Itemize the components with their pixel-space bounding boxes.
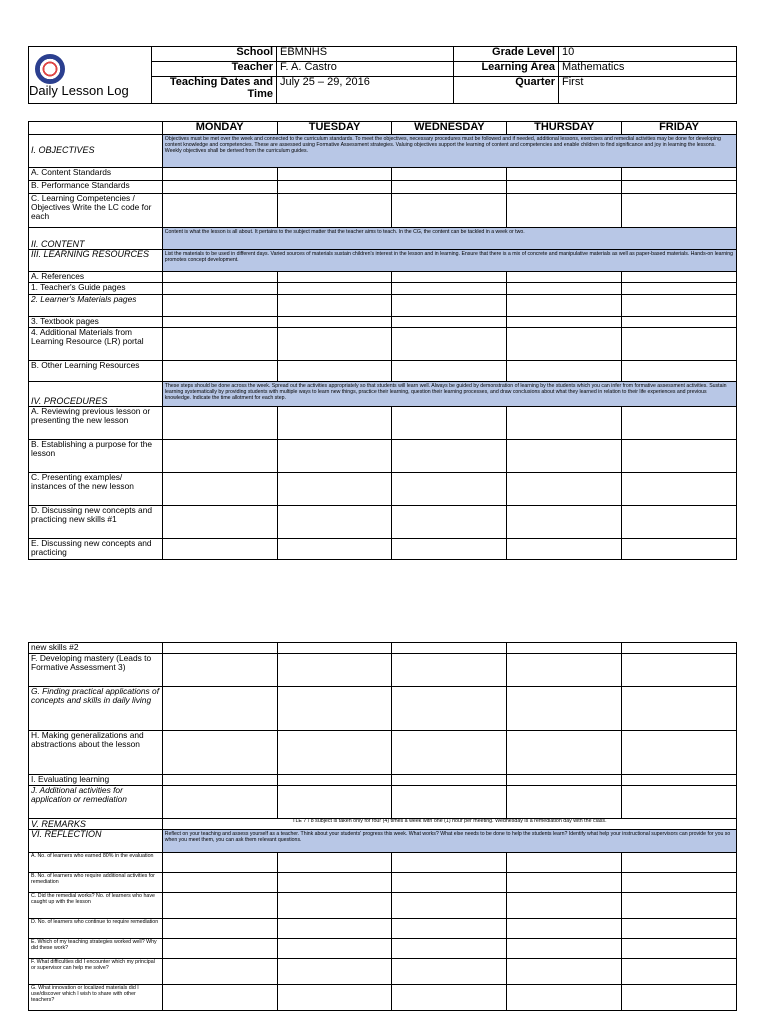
- deped-seal-icon: [35, 54, 65, 84]
- cell-thursday[interactable]: [507, 168, 622, 181]
- cell-thursday[interactable]: [507, 473, 622, 506]
- lesson-log-table-page-2: [28, 642, 737, 1011]
- cell-monday[interactable]: [162, 539, 277, 560]
- cell-thursday[interactable]: [507, 272, 622, 283]
- cell-monday[interactable]: [162, 985, 277, 1011]
- cell-friday[interactable]: [622, 361, 737, 382]
- objectives-note: Objectives must be met over the week and connected to the curriculum standards. To meet the objectives, necessary procedures must be followed and if needed, additional lessons, exercises and remedial activities may be done for developing content knowledge and competencies. These are assessed using Formative Assessment strategies. Valuing objectives support the learning of content and competencies and enable children to find significance and joy in learning the lessons. Weekly objectives shall be derived from the curriculum guides.: [162, 135, 736, 168]
- cell-monday[interactable]: [162, 959, 277, 985]
- cell-wednesday[interactable]: [392, 731, 507, 775]
- cell-friday[interactable]: [622, 654, 737, 687]
- cell-wednesday[interactable]: [392, 654, 507, 687]
- logo-cell: [29, 47, 152, 104]
- cell-monday[interactable]: [162, 168, 277, 181]
- cell-friday[interactable]: [622, 893, 737, 919]
- row-label: A. Reviewing previous lesson or presenting the new lesson: [29, 407, 163, 440]
- cell-wednesday[interactable]: [392, 361, 507, 382]
- section-content: II. CONTENT: [29, 228, 163, 250]
- cell-monday[interactable]: [162, 194, 277, 228]
- row-label: H. Making generalizations and abstractions about the lesson: [29, 731, 163, 775]
- cell-tuesday[interactable]: [277, 654, 392, 687]
- cell-monday[interactable]: [162, 654, 277, 687]
- cell-tuesday[interactable]: [277, 687, 392, 731]
- school-label: School: [152, 47, 277, 62]
- cell-tuesday[interactable]: [277, 786, 392, 819]
- cell-tuesday[interactable]: [277, 919, 392, 939]
- row-label: G. Finding practical applications of concepts and skills in daily living: [29, 687, 163, 731]
- cell-friday[interactable]: [622, 440, 737, 473]
- cell-friday[interactable]: [622, 643, 737, 654]
- cell-friday[interactable]: [622, 407, 737, 440]
- cell-monday[interactable]: [162, 939, 277, 959]
- teacher-label: Teacher: [152, 62, 277, 77]
- corner-cell: [29, 122, 163, 135]
- row-label: B. Establishing a purpose for the lesson: [29, 440, 163, 473]
- cell-friday[interactable]: [622, 919, 737, 939]
- row-label: C. Presenting examples/ instances of the new lesson: [29, 473, 163, 506]
- cell-friday[interactable]: [622, 295, 737, 317]
- row-label: E. Discussing new concepts and practicing: [29, 539, 163, 560]
- cell-wednesday[interactable]: [392, 295, 507, 317]
- cell-friday[interactable]: [622, 272, 737, 283]
- cell-wednesday[interactable]: [392, 181, 507, 194]
- cell-monday[interactable]: [162, 919, 277, 939]
- grade-level-value: 10: [559, 47, 737, 62]
- cell-thursday[interactable]: [507, 283, 622, 295]
- cell-tuesday[interactable]: [277, 181, 392, 194]
- quarter-value: First: [559, 77, 737, 104]
- cell-thursday[interactable]: [507, 317, 622, 328]
- cell-friday[interactable]: [622, 194, 737, 228]
- cell-wednesday[interactable]: [392, 873, 507, 893]
- dates-label: Teaching Dates and Time: [152, 77, 277, 104]
- cell-monday[interactable]: [162, 295, 277, 317]
- cell-tuesday[interactable]: [277, 295, 392, 317]
- cell-monday[interactable]: [162, 873, 277, 893]
- day-header-friday: FRIDAY: [622, 122, 737, 135]
- cell-monday[interactable]: [162, 853, 277, 873]
- day-header-thursday: THURSDAY: [507, 122, 622, 135]
- cell-monday[interactable]: [162, 506, 277, 539]
- cell-wednesday[interactable]: [392, 939, 507, 959]
- row-label: A. References: [29, 272, 163, 283]
- cell-thursday[interactable]: [507, 939, 622, 959]
- cell-friday[interactable]: [622, 473, 737, 506]
- section-procedures: IV. PROCEDURES: [29, 382, 163, 407]
- cell-friday[interactable]: [622, 687, 737, 731]
- cell-monday[interactable]: [162, 775, 277, 786]
- row-label: C. Learning Competencies / Objectives Write the LC code for each: [29, 194, 163, 228]
- row-label: J. Additional activities for application or remediation: [29, 786, 163, 819]
- cell-thursday[interactable]: [507, 786, 622, 819]
- row-label: A. No. of learners who earned 80% in the evaluation: [29, 853, 163, 873]
- cell-wednesday[interactable]: [392, 643, 507, 654]
- cell-thursday[interactable]: [507, 687, 622, 731]
- cell-thursday[interactable]: [507, 506, 622, 539]
- row-label: 1. Teacher's Guide pages: [29, 283, 163, 295]
- cell-wednesday[interactable]: [392, 194, 507, 228]
- cell-tuesday[interactable]: [277, 317, 392, 328]
- cell-wednesday[interactable]: [392, 328, 507, 361]
- resources-note: List the materials to be used in different days. Varied sources of materials sustain children's interest in the lesson and in learning. Ensure that there is a mix of concrete and manipulative materials as well as paper-based materials. Hands-on learning promotes concept development.: [162, 250, 736, 272]
- cell-thursday[interactable]: [507, 775, 622, 786]
- row-label: 4. Additional Materials from Learning Resource (LR) portal: [29, 328, 163, 361]
- row-label: C. Did the remedial works? No. of learners who have caught up with the lesson: [29, 893, 163, 919]
- remarks-note: TLE 7 / 8 subject is taken only for four (4) times a week with one (1) hour per meeting. Wednesday is a remediation day with the class.: [162, 819, 736, 830]
- day-header-monday: MONDAY: [162, 122, 277, 135]
- cell-wednesday[interactable]: [392, 407, 507, 440]
- section-remarks: V. REMARKS: [29, 819, 163, 830]
- cell-friday[interactable]: [622, 283, 737, 295]
- cell-friday[interactable]: [622, 853, 737, 873]
- day-header-tuesday: TUESDAY: [277, 122, 392, 135]
- cell-tuesday[interactable]: [277, 939, 392, 959]
- cell-monday[interactable]: [162, 361, 277, 382]
- cell-tuesday[interactable]: [277, 539, 392, 560]
- cell-friday[interactable]: [622, 317, 737, 328]
- cell-wednesday[interactable]: [392, 168, 507, 181]
- cell-monday[interactable]: [162, 407, 277, 440]
- section-objectives: I. OBJECTIVES: [29, 135, 163, 168]
- cell-friday[interactable]: [622, 328, 737, 361]
- cell-tuesday[interactable]: [277, 873, 392, 893]
- row-label: new skills #2: [29, 643, 163, 654]
- cell-friday[interactable]: [622, 506, 737, 539]
- cell-wednesday[interactable]: [392, 853, 507, 873]
- cell-tuesday[interactable]: [277, 361, 392, 382]
- dates-value: July 25 – 29, 2016: [277, 77, 454, 104]
- cell-friday[interactable]: [622, 168, 737, 181]
- cell-friday[interactable]: [622, 873, 737, 893]
- cell-thursday[interactable]: [507, 985, 622, 1011]
- cell-thursday[interactable]: [507, 181, 622, 194]
- cell-thursday[interactable]: [507, 959, 622, 985]
- cell-tuesday[interactable]: [277, 893, 392, 919]
- cell-thursday[interactable]: [507, 873, 622, 893]
- cell-tuesday[interactable]: [277, 272, 392, 283]
- school-value: EBMNHS: [277, 47, 454, 62]
- reflection-note: Reflect on your teaching and assess yourself as a teacher. Think about your students' progress this week. What works? What else needs to be done to help the students learn? Identify what help your instructional supervisors can provide for you so when you meet them, you can ask them relevant questions.: [162, 830, 736, 853]
- cell-wednesday[interactable]: [392, 272, 507, 283]
- cell-friday[interactable]: [622, 731, 737, 775]
- cell-friday[interactable]: [622, 539, 737, 560]
- cell-wednesday[interactable]: [392, 919, 507, 939]
- cell-thursday[interactable]: [507, 361, 622, 382]
- cell-thursday[interactable]: [507, 643, 622, 654]
- cell-tuesday[interactable]: [277, 643, 392, 654]
- cell-friday[interactable]: [622, 775, 737, 786]
- quarter-label: Quarter: [454, 77, 559, 104]
- cell-monday[interactable]: [162, 786, 277, 819]
- cell-monday[interactable]: [162, 328, 277, 361]
- cell-friday[interactable]: [622, 181, 737, 194]
- procedures-note: These steps should be done across the week. Spread out the activities appropriately so that students will learn well. Always be guided by demonstration of learning by the students which you can infer from formative assessment activities. Sustain learning systematically by providing students with multiple ways to learn new things, practice their learning, question their learning processes, and draw conclusions about what they learned in relation to their life experiences and previous knowledge. Indicate the time allotment for each step.: [162, 382, 736, 407]
- cell-monday[interactable]: [162, 893, 277, 919]
- cell-thursday[interactable]: [507, 539, 622, 560]
- cell-wednesday[interactable]: [392, 440, 507, 473]
- cell-friday[interactable]: [622, 985, 737, 1011]
- day-header-wednesday: WEDNESDAY: [392, 122, 507, 135]
- cell-wednesday[interactable]: [392, 687, 507, 731]
- row-label: F. What difficulties did I encounter which my principal or supervisor can help me solve?: [29, 959, 163, 985]
- cell-monday[interactable]: [162, 181, 277, 194]
- cell-wednesday[interactable]: [392, 317, 507, 328]
- cell-tuesday[interactable]: [277, 853, 392, 873]
- cell-monday[interactable]: [162, 283, 277, 295]
- cell-monday[interactable]: [162, 317, 277, 328]
- row-label: 2. Learner's Materials pages: [29, 295, 163, 317]
- grade-level-label: Grade Level: [454, 47, 559, 62]
- row-label: F. Developing mastery (Leads to Formative Assessment 3): [29, 654, 163, 687]
- cell-monday[interactable]: [162, 687, 277, 731]
- row-label: 3. Textbook pages: [29, 317, 163, 328]
- cell-wednesday[interactable]: [392, 959, 507, 985]
- learning-area-label: Learning Area: [454, 62, 559, 77]
- cell-tuesday[interactable]: [277, 506, 392, 539]
- row-label: G. What innovation or localized materials did I use/discover which I wish to share with other teachers?: [29, 985, 163, 1011]
- cell-thursday[interactable]: [507, 919, 622, 939]
- cell-tuesday[interactable]: [277, 168, 392, 181]
- cell-wednesday[interactable]: [392, 473, 507, 506]
- cell-tuesday[interactable]: [277, 407, 392, 440]
- section-reflection: VI. REFLECTION: [29, 830, 163, 853]
- row-label: B. No. of learners who require additional activities for remediation: [29, 873, 163, 893]
- cell-tuesday[interactable]: [277, 328, 392, 361]
- row-label: E. Which of my teaching strategies worked well? Why did these work?: [29, 939, 163, 959]
- cell-wednesday[interactable]: [392, 786, 507, 819]
- section-learning-resources: III. LEARNING RESOURCES: [29, 250, 163, 272]
- cell-tuesday[interactable]: [277, 283, 392, 295]
- cell-tuesday[interactable]: [277, 473, 392, 506]
- cell-tuesday[interactable]: [277, 731, 392, 775]
- teacher-value: F. A. Castro: [277, 62, 454, 77]
- cell-monday[interactable]: [162, 731, 277, 775]
- row-label: B. Performance Standards: [29, 181, 163, 194]
- cell-friday[interactable]: [622, 786, 737, 819]
- cell-friday[interactable]: [622, 939, 737, 959]
- cell-monday[interactable]: [162, 473, 277, 506]
- cell-wednesday[interactable]: [392, 775, 507, 786]
- cell-wednesday[interactable]: [392, 283, 507, 295]
- row-label: D. Discussing new concepts and practicing new skills #1: [29, 506, 163, 539]
- lesson-log-table-page-1: [28, 121, 737, 560]
- row-label: I. Evaluating learning: [29, 775, 163, 786]
- row-label: A. Content Standards: [29, 168, 163, 181]
- cell-thursday[interactable]: [507, 407, 622, 440]
- cell-thursday[interactable]: [507, 295, 622, 317]
- cell-thursday[interactable]: [507, 893, 622, 919]
- cell-thursday[interactable]: [507, 440, 622, 473]
- cell-tuesday[interactable]: [277, 985, 392, 1011]
- cell-wednesday[interactable]: [392, 506, 507, 539]
- cell-friday[interactable]: [622, 959, 737, 985]
- cell-wednesday[interactable]: [392, 985, 507, 1011]
- cell-wednesday[interactable]: [392, 539, 507, 560]
- content-note: Content is what the lesson is all about. It pertains to the subject matter that the teacher aims to teach. In the CG, the content can be tackled in a week or two.: [162, 228, 736, 250]
- cell-monday[interactable]: [162, 272, 277, 283]
- row-label: D. No. of learners who continue to require remediation: [29, 919, 163, 939]
- cell-thursday[interactable]: [507, 731, 622, 775]
- row-label: B. Other Learning Resources: [29, 361, 163, 382]
- cell-thursday[interactable]: [507, 654, 622, 687]
- cell-monday[interactable]: [162, 643, 277, 654]
- cell-tuesday[interactable]: [277, 194, 392, 228]
- cell-tuesday[interactable]: [277, 959, 392, 985]
- cell-tuesday[interactable]: [277, 440, 392, 473]
- cell-thursday[interactable]: [507, 853, 622, 873]
- document-title: Daily Lesson Log: [29, 82, 129, 98]
- cell-wednesday[interactable]: [392, 893, 507, 919]
- cell-thursday[interactable]: [507, 328, 622, 361]
- learning-area-value: Mathematics: [559, 62, 737, 77]
- cell-monday[interactable]: [162, 440, 277, 473]
- header-table: [28, 46, 737, 104]
- cell-tuesday[interactable]: [277, 775, 392, 786]
- cell-thursday[interactable]: [507, 194, 622, 228]
